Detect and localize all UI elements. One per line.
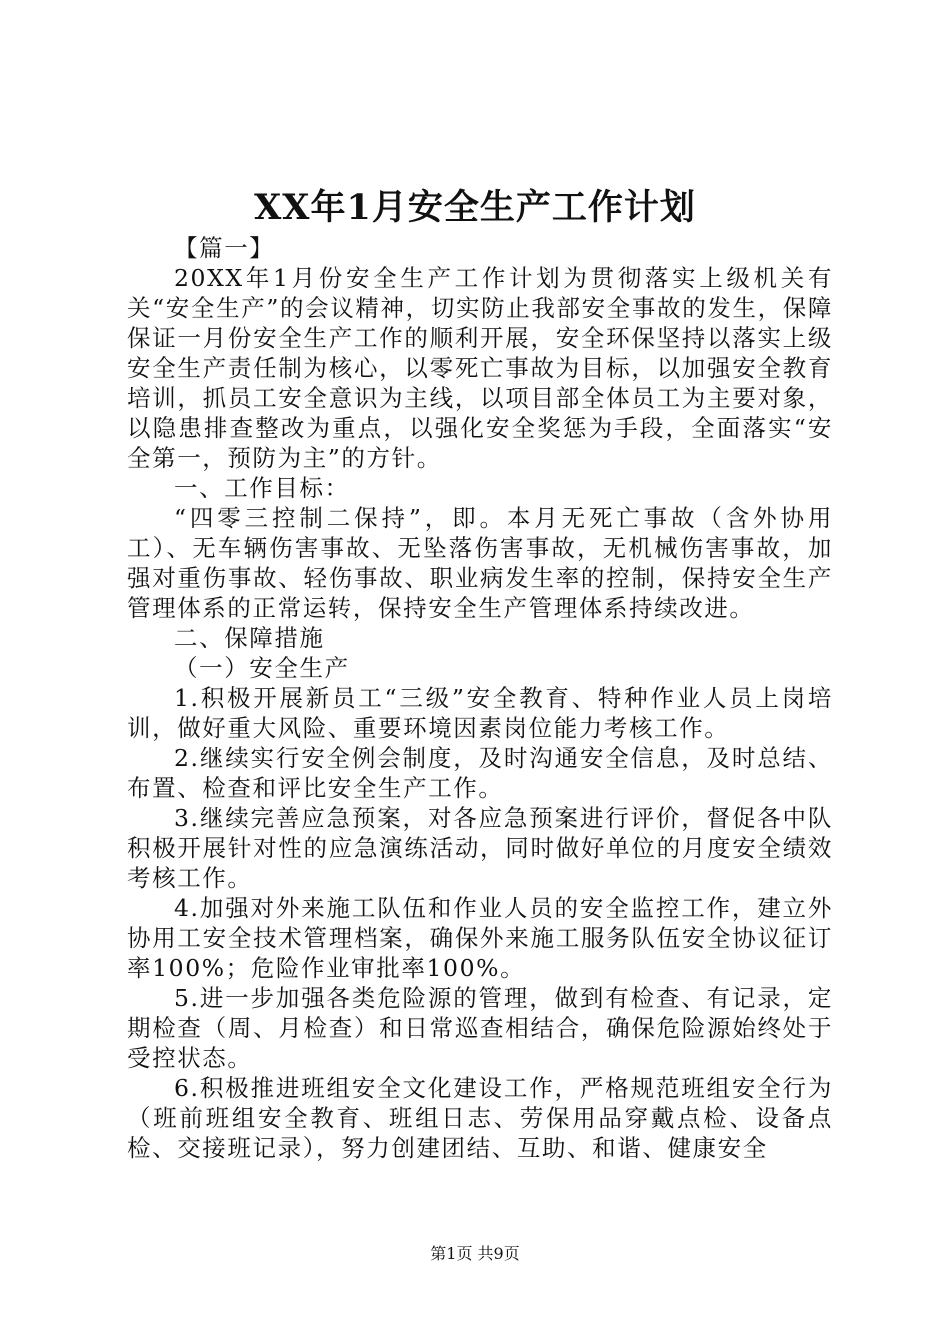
document-body [127, 233, 833, 1163]
section-label: 【篇一】 [174, 234, 275, 262]
heading-measures: 二、保障措施 [174, 624, 325, 652]
heading-work-goals: 一、工作目标： [174, 474, 350, 502]
paragraph-goals: “四零三控制二保持”，即。本月无死亡事故（含外协用工）、无车辆伤害事故、无坠落伤害事故，无机械伤害事故，加强对重伤事故、轻伤事故、职业病发生率的控制，保持安全生产管理体系的正常运转，保持安全生产管理体系持续改进。 [127, 504, 833, 622]
list-item-3: 3.继续完善应急预案，对各应急预案进行评价，督促各中队积极开展针对性的应急演练活动，同时做好单位的月度安全绩效考核工作。 [127, 804, 833, 892]
list-item-2: 2.继续实行安全例会制度，及时沟通安全信息，及时总结、布置、检查和评比安全生产工作。 [127, 744, 833, 802]
page-number-footer: 第1页 共9页 [430, 1244, 520, 1263]
subheading-safety-production: （一）安全生产 [174, 654, 350, 682]
list-item-4: 4.加强对外来施工队伍和作业人员的安全监控工作，建立外协用工安全技术管理档案，确保外来施工服务队伍安全协议征订率100%；危险作业审批率100%。 [127, 894, 833, 982]
list-item-1: 1.积极开展新员工“三级”安全教育、特种作业人员上岗培训，做好重大风险、重要环境因素岗位能力考核工作。 [127, 684, 833, 742]
list-item-5: 5.进一步加强各类危险源的管理，做到有检查、有记录，定期检查（周、月检查）和日常巡查相结合，确保危险源始终处于受控状态。 [127, 984, 833, 1072]
list-item-6: 6.积极推进班组安全文化建设工作，严格规范班组安全行为（班前班组安全教育、班组日志、劳保用品穿戴点检、设备点检、交接班记录），努力创建团结、互助、和谐、健康安全 [127, 1074, 833, 1162]
page-title: XX年1月安全生产工作计划 [254, 187, 696, 228]
paragraph-intro: 20XX年1月份安全生产工作计划为贯彻落实上级机关有关“安全生产”的会议精神，切实防止我部安全事故的发生，保障保证一月份安全生产工作的顺利开展，安全环保坚持以落实上级安全生产责任制为核心，以零死亡事故为目标，以加强安全教育培训，抓员工安全意识为主线，以项目部全体员工为主要对象，以隐患排查整改为重点，以强化安全奖惩为手段，全面落实“安全第一，预防为主”的方针。 [127, 264, 833, 472]
